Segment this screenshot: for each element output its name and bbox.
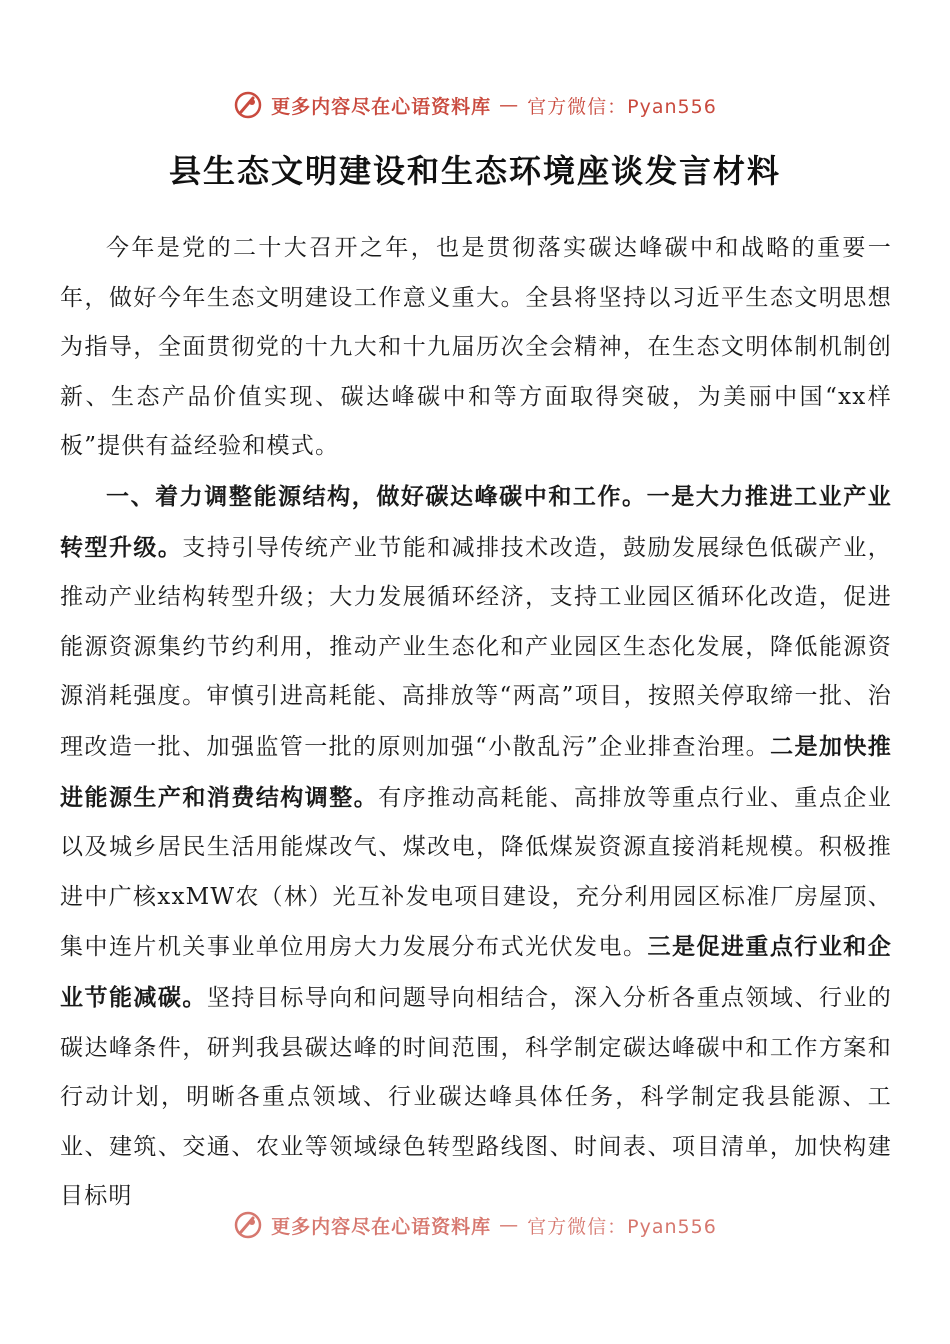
document-body (60, 224, 892, 1222)
watermark-brand: 更多内容尽在心语资料库 (271, 1215, 492, 1238)
watermark-footer (0, 1210, 950, 1240)
point-3-text: 坚持目标导向和问题导向相结合，深入分析各重点领域、行业的碳达峰条件，研判我县碳达峰的时间范围，科学制定碳达峰碳中和工作方案和行动计划，明晰各重点领域、行业碳达峰具体任务，科学制定我县能源、工业、建筑、交通、农业等领域绿色转型路线图、时间表、项目清单，加快构建目标明 (60, 984, 892, 1210)
brand-logo-icon (233, 90, 263, 120)
point-1-heading: 一是大力推进工业产业转型升级。 (60, 482, 893, 561)
watermark-separator: — (499, 94, 520, 116)
paragraph-intro: 今年是党的二十大召开之年，也是贯彻落实碳达峰碳中和战略的重要一年，做好今年生态文明建设工作意义重大。全县将坚持以习近平生态文明思想为指导，全面贯彻党的十九大和十九届历次全会精神，在生态文明体制机制创新、生态产品价值实现、碳达峰碳中和等方面取得突破，为美丽中国“xx样板”提供有益经验和模式。 (60, 235, 892, 460)
watermark-brand: 更多内容尽在心语资料库 (271, 95, 492, 118)
point-1-text: 支持引导传统产业节能和减排技术改造，鼓励发展绿色低碳产业，推动产业结构转型升级；大力发展循环经济，支持工业园区循环化改造，促进能源资源集约节约利用，推动产业生态化和产业园区生态化发展，降低能源资源消耗强度。审慎引进高耗能、高排放等“两高”项目，按照关停取缔一批、治理改造一批、加强监管一批的原则加强“小散乱污”企业排查治理。 (60, 534, 893, 760)
watermark-separator: — (499, 1214, 520, 1236)
brand-logo-icon (233, 1210, 263, 1240)
point-2-heading: 二是加快推进能源生产和消费结构调整。 (60, 732, 892, 811)
point-2-text: 有序推动高耗能、高排放等重点行业、重点企业以及城乡居民生活用能煤改气、煤改电，降低煤炭资源直接消耗规模。积极推进中广核xxMW农（林）光互补发电项目建设，充分利用园区标准厂房屋顶、集中连片机关事业单位用房大力发展分布式光伏发电。 (60, 784, 893, 961)
watermark-header (0, 90, 950, 120)
document-title: 县生态文明建设和生态环境座谈发言材料 (168, 152, 781, 190)
watermark-contact: 官方微信：Pyan556 (527, 95, 717, 118)
point-3-heading: 三是促进重点行业和企业节能减碳。 (60, 933, 892, 1011)
paragraph-section-1 (60, 472, 892, 1222)
section-heading: 一、着力调整能源结构，做好碳达峰碳中和工作。 (106, 482, 647, 510)
watermark-contact: 官方微信：Pyan556 (527, 1215, 717, 1238)
